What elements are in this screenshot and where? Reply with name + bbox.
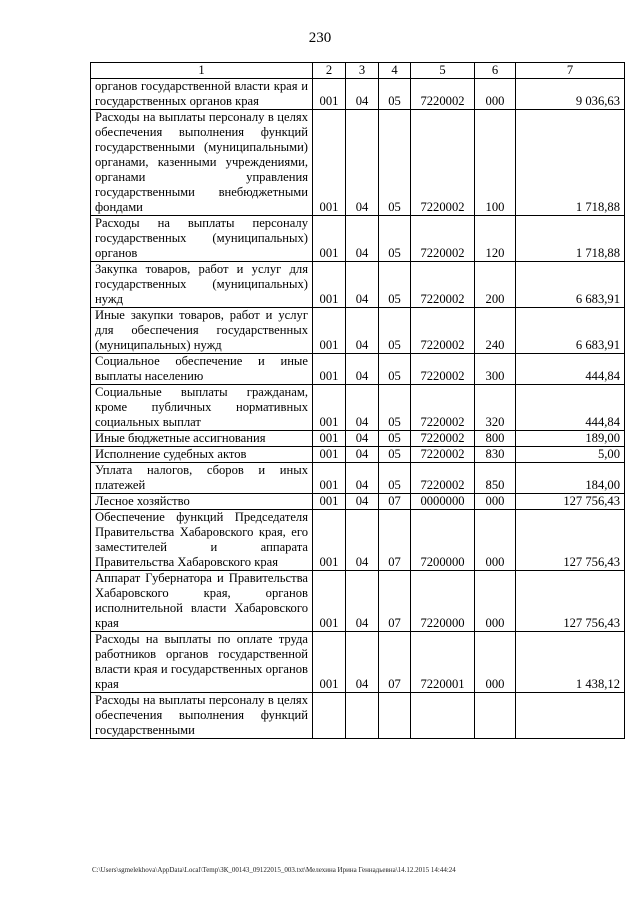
row-section: 04 <box>346 510 379 571</box>
row-subsection: 07 <box>379 494 411 510</box>
row-section: 04 <box>346 571 379 632</box>
table-row <box>91 510 625 571</box>
row-subsection: 05 <box>379 308 411 354</box>
row-description: Социальное обеспечение и иные выплаты населению <box>91 354 313 385</box>
table-row <box>91 571 625 632</box>
row-subsection: 05 <box>379 447 411 463</box>
row-amount: 444,84 <box>516 354 625 385</box>
row-code-2: 001 <box>313 463 346 494</box>
row-description: Расходы на выплаты персоналу в целях обеспечения выполнения функций государственными <box>91 693 313 739</box>
row-subsection: 07 <box>379 510 411 571</box>
row-section: 04 <box>346 632 379 693</box>
row-section: 04 <box>346 431 379 447</box>
row-description: Расходы на выплаты по оплате труда работников органов государственной власти края и государственных органов края <box>91 632 313 693</box>
row-expense-type: 800 <box>475 431 516 447</box>
row-description: Закупка товаров, работ и услуг для государственных (муниципальных) нужд <box>91 262 313 308</box>
table-row <box>91 110 625 216</box>
row-target-item: 7220002 <box>411 463 475 494</box>
row-amount: 1 718,88 <box>516 216 625 262</box>
row-section <box>346 693 379 739</box>
row-amount: 6 683,91 <box>516 308 625 354</box>
row-code-2: 001 <box>313 385 346 431</box>
row-target-item: 7220002 <box>411 262 475 308</box>
row-description: Социальные выплаты гражданам, кроме публичных нормативных социальных выплат <box>91 385 313 431</box>
row-target-item: 7220002 <box>411 110 475 216</box>
table-row <box>91 693 625 739</box>
column-header: 5 <box>411 63 475 79</box>
row-section: 04 <box>346 354 379 385</box>
row-target-item: 7220002 <box>411 385 475 431</box>
row-target-item: 0000000 <box>411 494 475 510</box>
row-amount: 1 438,12 <box>516 632 625 693</box>
row-subsection: 07 <box>379 632 411 693</box>
row-target-item: 7220002 <box>411 79 475 110</box>
row-amount: 189,00 <box>516 431 625 447</box>
table-row <box>91 216 625 262</box>
row-description: Обеспечение функций Председателя Правительства Хабаровского края, его заместителей и аппарата Правительства Хабаровского края <box>91 510 313 571</box>
row-subsection: 05 <box>379 216 411 262</box>
page-number: 230 <box>308 30 332 46</box>
row-amount: 127 756,43 <box>516 494 625 510</box>
row-subsection: 05 <box>379 385 411 431</box>
table-body <box>91 79 625 739</box>
row-description: Иные закупки товаров, работ и услуг для обеспечения государственных (муниципальных) нужд <box>91 308 313 354</box>
table-row <box>91 354 625 385</box>
row-expense-type: 850 <box>475 463 516 494</box>
row-description: Аппарат Губернатора и Правительства Хабаровского края, органов исполнительной власти Хабаровского края <box>91 571 313 632</box>
row-description: Расходы на выплаты персоналу государственных (муниципальных) органов <box>91 216 313 262</box>
budget-table <box>90 62 625 739</box>
table-header-row <box>91 63 625 79</box>
row-expense-type: 000 <box>475 632 516 693</box>
row-subsection: 05 <box>379 463 411 494</box>
row-subsection: 05 <box>379 110 411 216</box>
row-expense-type: 100 <box>475 110 516 216</box>
row-description: Расходы на выплаты персоналу в целях обеспечения выполнения функций государственными (муниципальными) органами, казенными учреждениями, органами управления государственными внебюджетными фондами <box>91 110 313 216</box>
row-subsection: 07 <box>379 571 411 632</box>
row-target-item: 7220000 <box>411 571 475 632</box>
row-target-item <box>411 693 475 739</box>
row-target-item: 7200000 <box>411 510 475 571</box>
row-expense-type: 000 <box>475 79 516 110</box>
row-amount <box>516 693 625 739</box>
row-expense-type: 000 <box>475 494 516 510</box>
row-target-item: 7220002 <box>411 354 475 385</box>
row-code-2: 001 <box>313 354 346 385</box>
row-amount: 6 683,91 <box>516 262 625 308</box>
row-target-item: 7220002 <box>411 447 475 463</box>
table-row <box>91 385 625 431</box>
row-subsection <box>379 693 411 739</box>
row-target-item: 7220002 <box>411 431 475 447</box>
row-code-2: 001 <box>313 308 346 354</box>
row-code-2: 001 <box>313 110 346 216</box>
row-section: 04 <box>346 494 379 510</box>
row-target-item: 7220002 <box>411 308 475 354</box>
table-row <box>91 262 625 308</box>
row-target-item: 7220001 <box>411 632 475 693</box>
row-code-2: 001 <box>313 571 346 632</box>
row-section: 04 <box>346 110 379 216</box>
row-expense-type: 000 <box>475 510 516 571</box>
row-subsection: 05 <box>379 79 411 110</box>
row-description: Лесное хозяйство <box>91 494 313 510</box>
row-code-2: 001 <box>313 447 346 463</box>
column-header: 7 <box>516 63 625 79</box>
row-amount: 5,00 <box>516 447 625 463</box>
table-row <box>91 463 625 494</box>
row-code-2: 001 <box>313 510 346 571</box>
row-amount: 127 756,43 <box>516 510 625 571</box>
table-row <box>91 447 625 463</box>
row-code-2: 001 <box>313 431 346 447</box>
row-expense-type: 830 <box>475 447 516 463</box>
row-code-2 <box>313 693 346 739</box>
row-amount: 444,84 <box>516 385 625 431</box>
row-expense-type: 300 <box>475 354 516 385</box>
column-header: 6 <box>475 63 516 79</box>
row-section: 04 <box>346 262 379 308</box>
table-row <box>91 632 625 693</box>
row-section: 04 <box>346 216 379 262</box>
row-amount: 127 756,43 <box>516 571 625 632</box>
row-section: 04 <box>346 308 379 354</box>
row-description: Уплата налогов, сборов и иных платежей <box>91 463 313 494</box>
row-description: Иные бюджетные ассигнования <box>91 431 313 447</box>
row-expense-type: 240 <box>475 308 516 354</box>
row-section: 04 <box>346 463 379 494</box>
row-subsection: 05 <box>379 354 411 385</box>
row-code-2: 001 <box>313 632 346 693</box>
row-code-2: 001 <box>313 494 346 510</box>
row-subsection: 05 <box>379 262 411 308</box>
table-row <box>91 79 625 110</box>
row-expense-type: 120 <box>475 216 516 262</box>
row-subsection: 05 <box>379 431 411 447</box>
row-expense-type: 320 <box>475 385 516 431</box>
row-description: Исполнение судебных актов <box>91 447 313 463</box>
footer-file-path: C:\Users\sgmelekhova\AppData\Local\Temp\ЗК_00143_09122015_003.txt\Мелехина Ирина Геннадьевна\14.12.2015 14:44:24 <box>92 866 456 874</box>
row-amount: 1 718,88 <box>516 110 625 216</box>
row-target-item: 7220002 <box>411 216 475 262</box>
row-code-2: 001 <box>313 216 346 262</box>
row-expense-type: 000 <box>475 571 516 632</box>
row-section: 04 <box>346 79 379 110</box>
row-section: 04 <box>346 447 379 463</box>
column-header: 1 <box>91 63 313 79</box>
column-header: 3 <box>346 63 379 79</box>
column-header: 2 <box>313 63 346 79</box>
row-code-2: 001 <box>313 79 346 110</box>
row-amount: 184,00 <box>516 463 625 494</box>
table-row <box>91 308 625 354</box>
column-header: 4 <box>379 63 411 79</box>
table-row <box>91 431 625 447</box>
row-expense-type: 200 <box>475 262 516 308</box>
row-section: 04 <box>346 385 379 431</box>
row-description: органов государственной власти края и государственных органов края <box>91 79 313 110</box>
row-amount: 9 036,63 <box>516 79 625 110</box>
row-code-2: 001 <box>313 262 346 308</box>
table-row <box>91 494 625 510</box>
row-expense-type <box>475 693 516 739</box>
